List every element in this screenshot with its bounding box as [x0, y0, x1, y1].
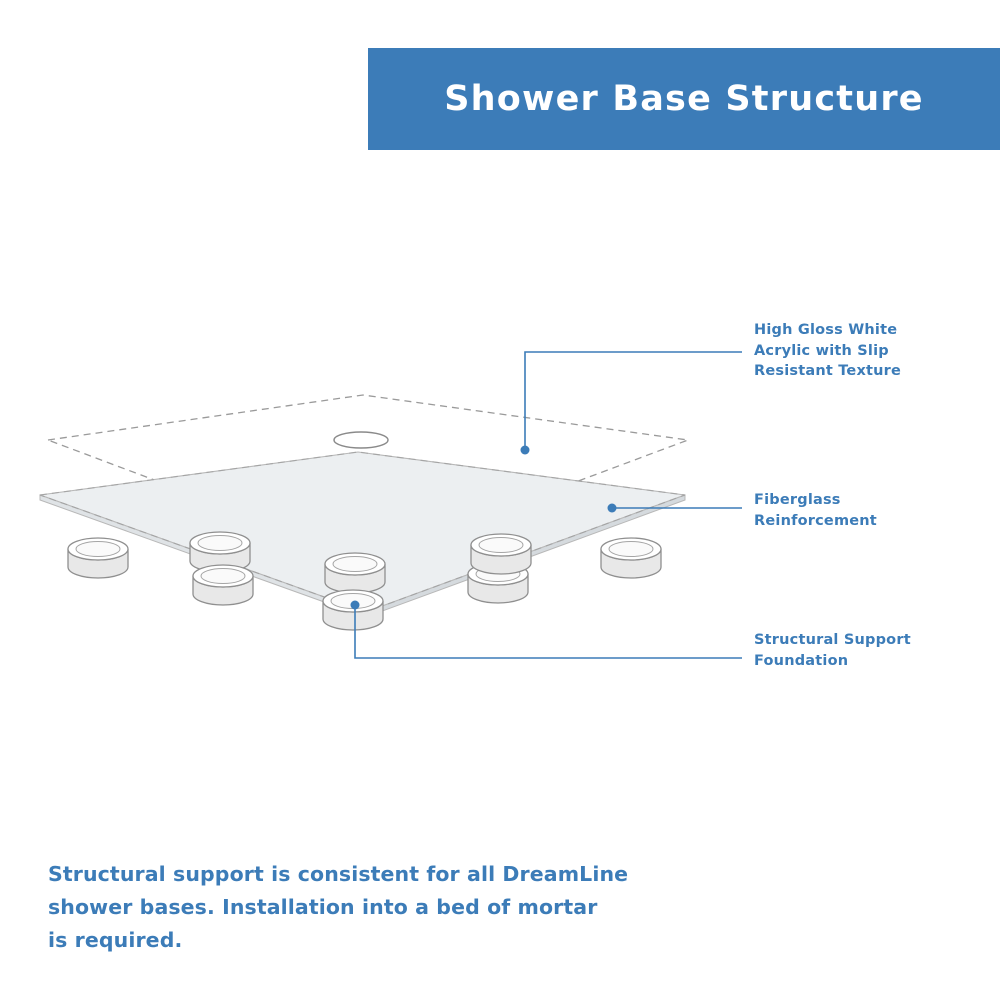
page-title: Shower Base Structure [444, 79, 924, 119]
leader-support [355, 605, 742, 658]
support-ring [325, 553, 385, 593]
support-ring [601, 538, 661, 578]
callout-fiberglass-line-1: Fiberglass [754, 492, 841, 508]
footer-note [48, 858, 688, 958]
callout-fiberglass [754, 490, 989, 531]
drain-icon [334, 432, 388, 448]
footer-note-line-2: shower bases. Installation into a bed of mortar [48, 895, 598, 920]
leader-acrylic [525, 352, 742, 450]
footer-note-line-1: Structural support is consistent for all DreamLine [48, 862, 629, 886]
leader-support-dot [351, 601, 360, 610]
callout-support-line-2: Foundation [754, 652, 849, 669]
support-ring [323, 590, 383, 630]
callout-fiberglass-line-2: Reinforcement [754, 512, 877, 529]
callout-acrylic-line-2: Acrylic with Slip [754, 342, 889, 359]
support-ring [471, 534, 531, 574]
leader-fiberglass-dot [608, 504, 617, 513]
callout-support-line-1: Structural Support [754, 632, 911, 648]
support-ring [193, 565, 253, 605]
support-ring [68, 538, 128, 578]
callout-acrylic-line-3: Resistant Texture [754, 363, 902, 380]
callout-acrylic [754, 320, 989, 382]
callout-acrylic-line-1: High Gloss White [754, 322, 898, 338]
footer-note-line-3: is required. [48, 928, 183, 953]
leader-acrylic-dot [521, 446, 530, 455]
callout-structural-support [754, 630, 989, 671]
